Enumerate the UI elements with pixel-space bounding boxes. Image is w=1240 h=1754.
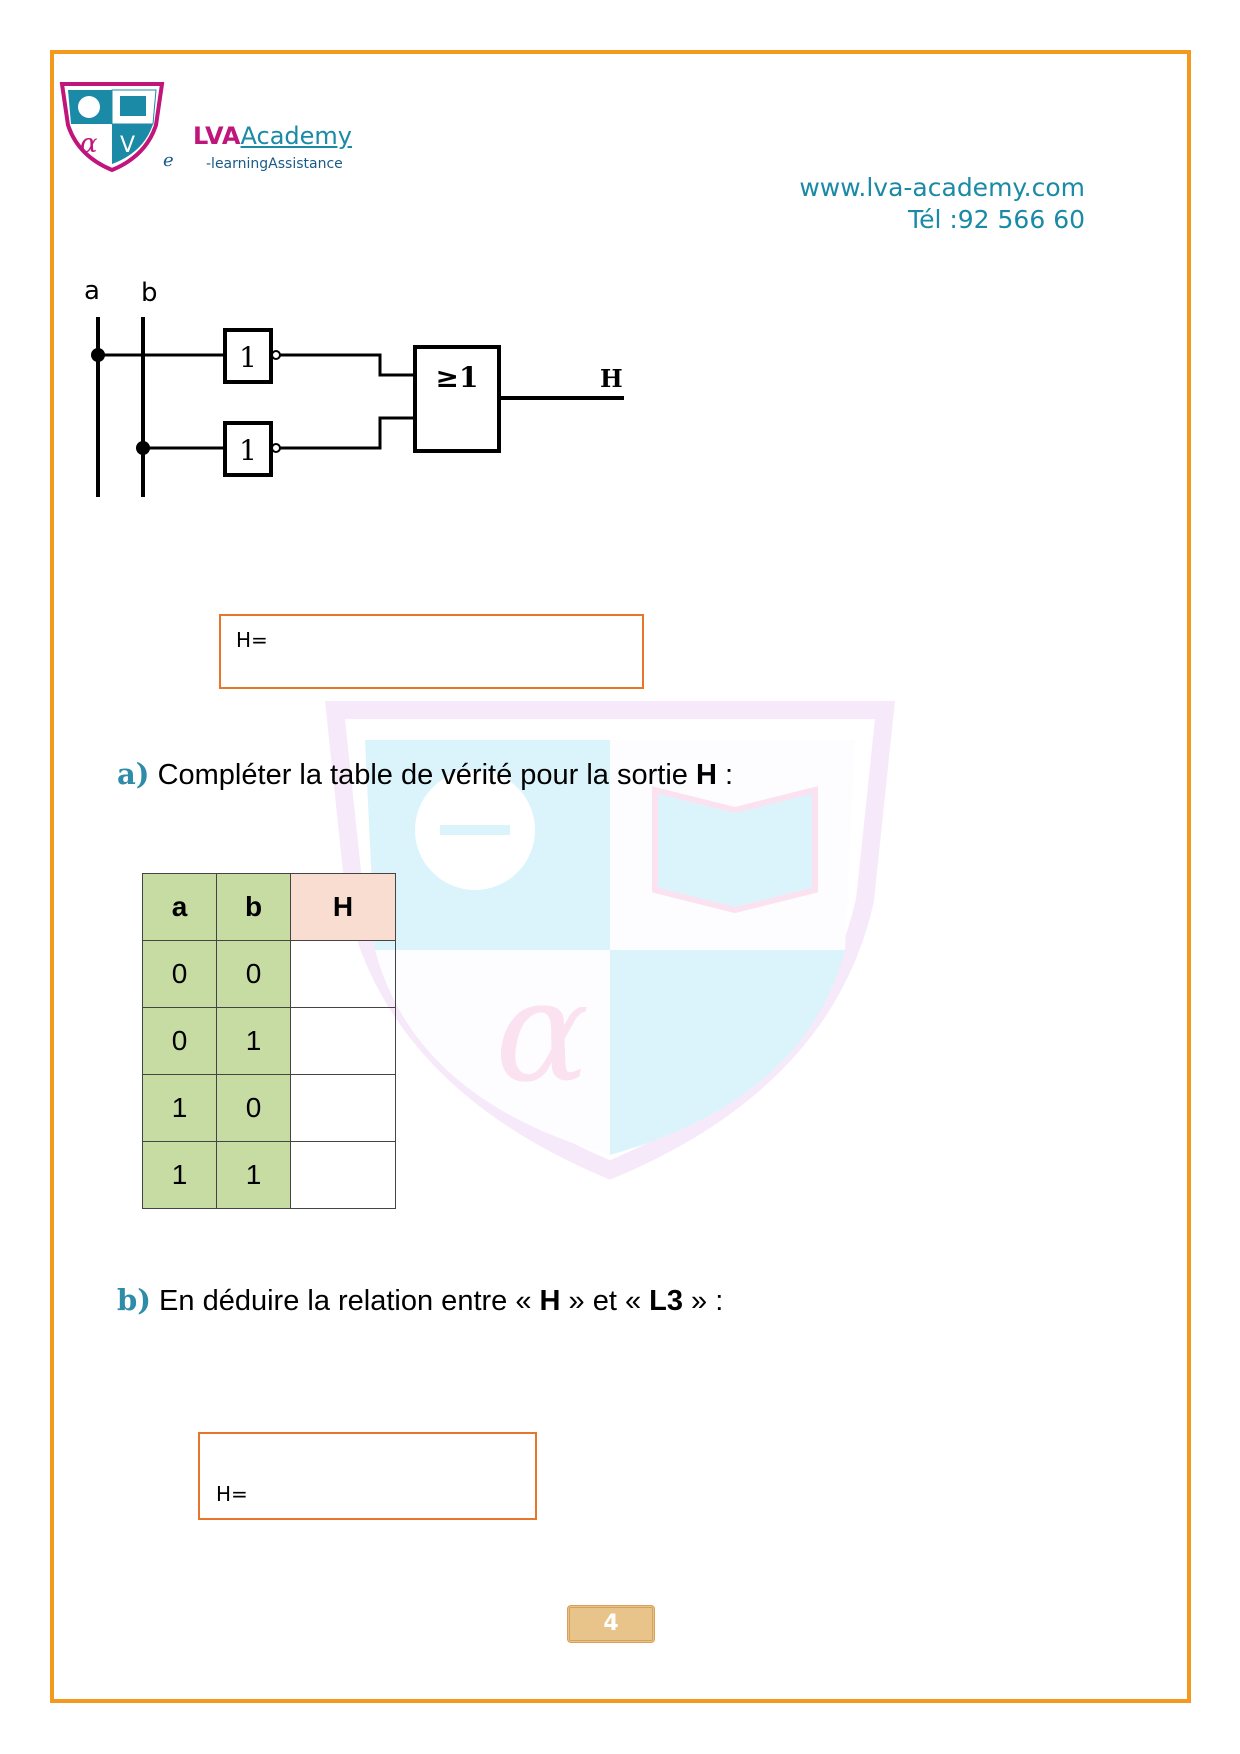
- answer-box-1[interactable]: [219, 614, 644, 689]
- cell-a: 0: [143, 1008, 217, 1075]
- question-b-text-1: En déduire la relation entre «: [151, 1285, 540, 1317]
- brand-lva: LVA: [193, 122, 241, 150]
- brand-academy: Academy: [240, 122, 352, 150]
- question-b-text-3: » :: [683, 1285, 724, 1317]
- not-gate-1-label: 1: [239, 341, 257, 374]
- cell-h-input[interactable]: [291, 1075, 396, 1142]
- table-header-h: H: [291, 874, 396, 941]
- not-gate-2-label: 1: [239, 434, 257, 467]
- contact-block: [799, 172, 1085, 236]
- cell-b: 0: [217, 1075, 291, 1142]
- cell-b: 1: [217, 1008, 291, 1075]
- table-header-row: [143, 874, 396, 941]
- question-a-bold: H: [695, 759, 717, 791]
- page-number: 4: [567, 1605, 655, 1643]
- brand-name: [193, 122, 352, 150]
- cell-a: 0: [143, 941, 217, 1008]
- answer-box-2-label: H=: [216, 1482, 248, 1506]
- output-h-label: H: [600, 364, 623, 393]
- table-row: [143, 941, 396, 1008]
- question-b-bold-1: H: [539, 1285, 561, 1317]
- logic-circuit-diagram: [78, 275, 638, 505]
- cell-b: 1: [217, 1142, 291, 1209]
- question-a-text: Compléter la table de vérité pour la sortie: [157, 759, 696, 791]
- brand-e: e: [163, 150, 174, 171]
- cell-a: 1: [143, 1142, 217, 1209]
- or-gate-label: ≥1: [435, 361, 479, 394]
- table-header-b: b: [217, 874, 291, 941]
- table-row: [143, 1142, 396, 1209]
- cell-b: 0: [217, 941, 291, 1008]
- cell-h-input[interactable]: [291, 941, 396, 1008]
- question-a-marker: a): [117, 757, 150, 791]
- table-row: [143, 1075, 396, 1142]
- input-b-label: b: [141, 278, 158, 308]
- cell-a: 1: [143, 1075, 217, 1142]
- table-row: [143, 1008, 396, 1075]
- truth-table: [142, 873, 396, 1209]
- question-a-end: :: [716, 759, 734, 791]
- lva-academy-logo-icon: [58, 80, 166, 172]
- cell-h-input[interactable]: [291, 1008, 396, 1075]
- input-a-label: a: [84, 276, 100, 306]
- answer-box-2[interactable]: [198, 1432, 537, 1520]
- svg-text:α: α: [80, 129, 98, 159]
- question-b-text-2: » et «: [560, 1285, 650, 1317]
- table-header-a: a: [143, 874, 217, 941]
- cell-h-input[interactable]: [291, 1142, 396, 1209]
- question-b: [117, 1283, 723, 1318]
- question-b-marker: b): [117, 1283, 151, 1317]
- website-link[interactable]: www.lva-academy.com: [799, 173, 1085, 202]
- brand-tagline: -learningAssistance: [206, 156, 343, 172]
- svg-text:α: α: [495, 951, 590, 1114]
- answer-box-1-label: H=: [236, 628, 268, 652]
- phone-number: Tél :92 566 60: [908, 205, 1085, 234]
- question-a: [117, 757, 733, 792]
- svg-text:V: V: [120, 133, 136, 158]
- question-b-bold-2: L3: [649, 1285, 683, 1317]
